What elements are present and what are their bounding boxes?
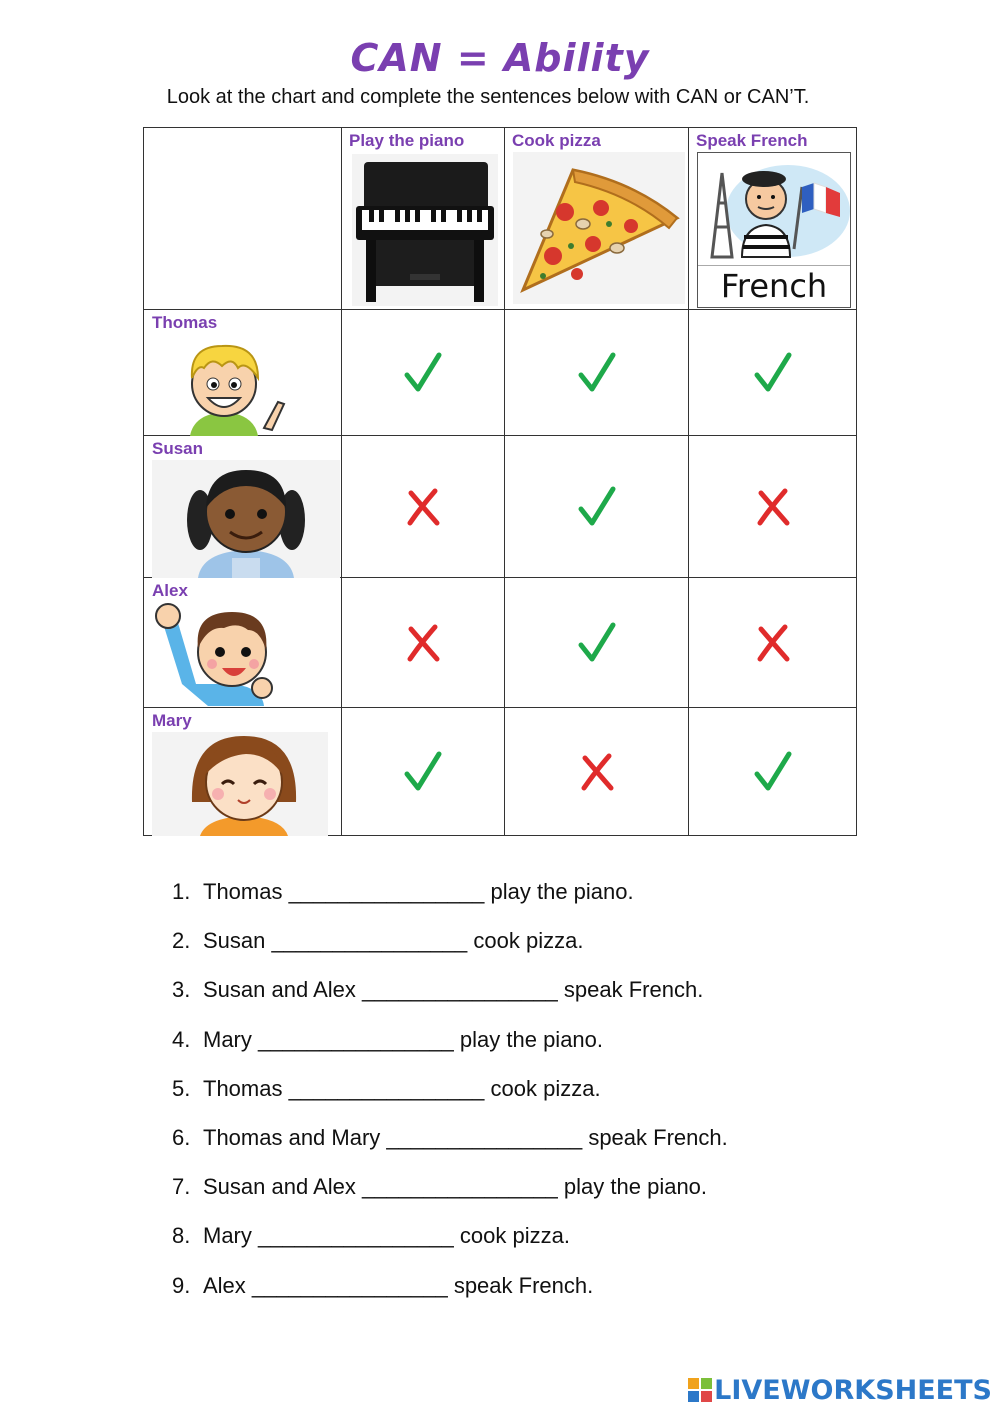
sentence-rest: speak French. (588, 1124, 728, 1150)
alex-french-cell (689, 578, 857, 708)
french-man-icon (697, 152, 851, 308)
sentence-rest: speak French. (563, 977, 704, 1003)
sentence-subject: Susan (203, 928, 266, 954)
susan-piano-cell (342, 436, 505, 578)
instructions: Look at the chart and complete the sentences below with CAN or CAN’T. (166, 86, 810, 108)
sentence-subject: Susan and Alex (203, 1174, 356, 1200)
piano-icon (352, 154, 498, 306)
sentence-item (172, 875, 728, 924)
check-mark-icon (403, 750, 443, 794)
answer-blank[interactable]: ________________ (288, 879, 485, 904)
sentence-rest: cook pizza. (459, 1223, 570, 1249)
sentence-item (172, 1023, 728, 1072)
sentence-subject: Mary (203, 1026, 252, 1052)
answer-blank[interactable]: ________________ (362, 1174, 558, 1200)
check-mark-icon (403, 351, 443, 395)
alex-avatar-icon (152, 600, 276, 706)
thomas-pizza-cell (505, 310, 689, 436)
sentence-item (172, 973, 728, 1022)
row-header-mary (144, 708, 342, 836)
sentence-number: 3. (172, 977, 191, 1003)
sentence-item (172, 1219, 728, 1268)
sentence-item (172, 1072, 728, 1121)
sentence-rest: cook pizza. (490, 1075, 601, 1101)
cross-mark-icon (405, 623, 441, 663)
french-picture-label: French (698, 265, 850, 306)
column-label: Cook pizza (512, 131, 601, 150)
sentence-number: 5. (172, 1075, 191, 1101)
chart-row-alex (144, 578, 857, 708)
thomas-avatar-icon (172, 338, 292, 436)
row-label: Alex (152, 581, 188, 600)
sentence-subject: Thomas (203, 879, 283, 904)
pizza-slice-icon (513, 152, 685, 304)
sentence-rest: play the piano. (459, 1026, 604, 1052)
alex-pizza-cell (505, 578, 689, 708)
sentence-subject: Susan and Alex (203, 977, 356, 1003)
answer-blank[interactable]: ________________ (251, 1272, 448, 1298)
column-header-french (689, 128, 857, 310)
susan-french-cell (689, 436, 857, 578)
sentence-rest: play the piano. (563, 1174, 708, 1200)
chart-row-mary (144, 708, 857, 836)
sentence-subject: Thomas (203, 1075, 283, 1101)
mary-avatar-icon (152, 732, 328, 836)
sentence-subject: Thomas and Mary (203, 1124, 381, 1150)
check-mark-icon (577, 351, 617, 395)
alex-piano-cell (342, 578, 505, 708)
answer-blank[interactable]: ________________ (386, 1124, 583, 1150)
check-mark-icon (577, 485, 617, 529)
thomas-french-cell (689, 310, 857, 436)
column-header-pizza (505, 128, 689, 310)
sentence-subject: Mary (203, 1223, 252, 1249)
cross-mark-icon (755, 623, 791, 663)
sentence-number: 4. (172, 1026, 191, 1052)
chart-row-thomas (144, 310, 857, 436)
sentence-rest: cook pizza. (473, 928, 584, 954)
sentence-subject: Alex (203, 1272, 246, 1298)
cross-mark-icon (405, 487, 441, 527)
susan-avatar-icon (152, 460, 340, 578)
answer-blank[interactable]: ________________ (258, 1223, 454, 1249)
thomas-piano-cell (342, 310, 505, 436)
sentence-item (172, 1121, 728, 1170)
check-mark-icon (753, 351, 793, 395)
liveworksheets-logo-icon (688, 1378, 712, 1402)
susan-pizza-cell (505, 436, 689, 578)
answer-blank[interactable]: ________________ (288, 1075, 485, 1101)
sentence-item (172, 924, 728, 973)
sentence-item (172, 1269, 728, 1318)
sentence-rest: play the piano. (490, 879, 634, 904)
check-mark-icon (577, 621, 617, 665)
answer-blank[interactable]: ________________ (362, 977, 558, 1003)
row-header-thomas (144, 310, 342, 436)
page-title: CAN = Ability (350, 36, 650, 80)
sentence-item (172, 1170, 728, 1219)
mary-french-cell (689, 708, 857, 836)
chart-row-susan (144, 436, 857, 578)
row-header-alex (144, 578, 342, 708)
sentence-number: 7. (172, 1174, 191, 1200)
liveworksheets-logo[interactable] (688, 1375, 992, 1405)
column-header-piano (342, 128, 505, 310)
sentence-number: 2. (172, 928, 191, 954)
cross-mark-icon (755, 487, 791, 527)
mary-pizza-cell (505, 708, 689, 836)
column-label: Speak French (696, 131, 808, 150)
empty-corner-cell (144, 128, 342, 310)
ability-chart (143, 127, 857, 836)
row-label: Thomas (152, 313, 218, 332)
row-label: Susan (152, 439, 204, 458)
cross-mark-icon (579, 752, 615, 792)
sentence-rest: speak French. (453, 1272, 594, 1298)
chart-header-row (144, 128, 857, 310)
answer-blank[interactable]: ________________ (258, 1026, 454, 1052)
sentence-number: 6. (172, 1124, 191, 1150)
answer-blank[interactable]: ________________ (271, 928, 468, 954)
sentence-number: 1. (172, 879, 191, 904)
sentence-number: 9. (172, 1272, 191, 1298)
mary-piano-cell (342, 708, 505, 836)
sentence-number: 8. (172, 1223, 191, 1249)
column-label: Play the piano (349, 131, 465, 150)
check-mark-icon (753, 750, 793, 794)
row-label: Mary (152, 711, 192, 730)
row-header-susan (144, 436, 342, 578)
logo-text: LIVEWORKSHEETS (714, 1374, 992, 1406)
sentence-list (172, 875, 728, 1318)
